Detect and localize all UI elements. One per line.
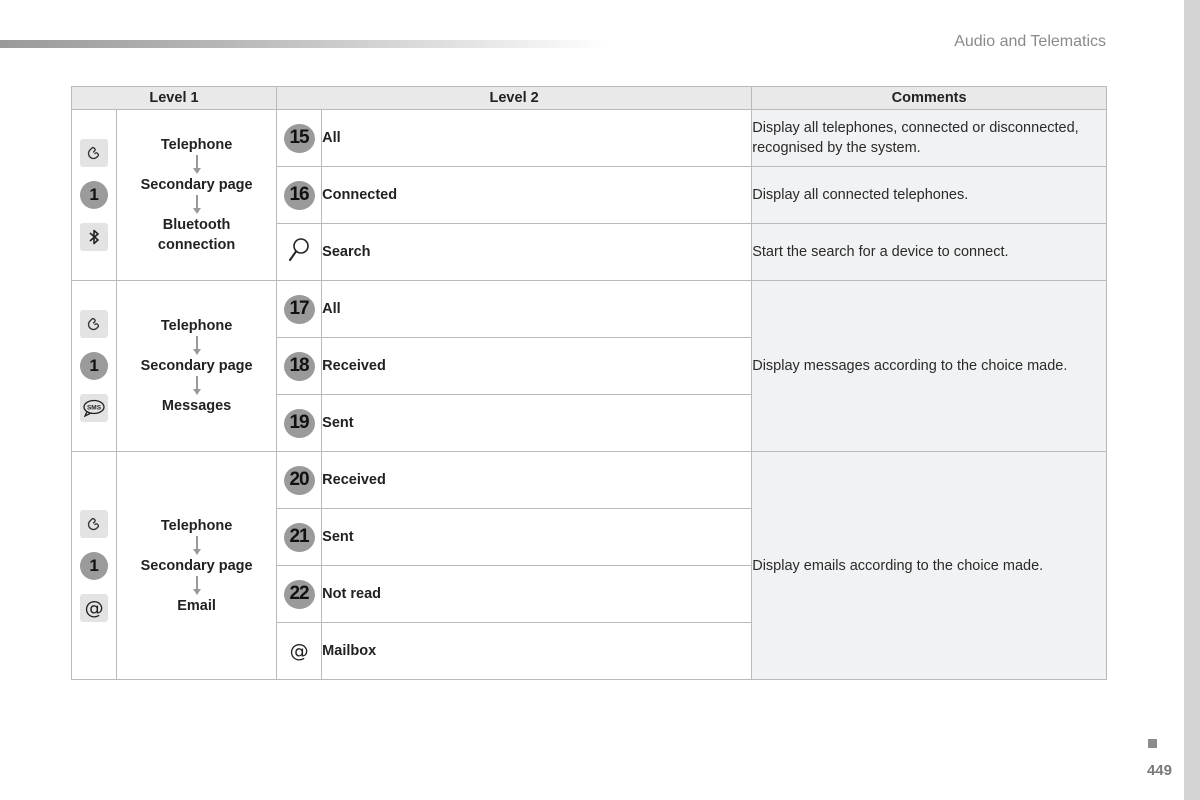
header-gradient-bar (0, 40, 610, 48)
number-badge: 22 (284, 580, 315, 609)
number-badge: 18 (284, 352, 315, 381)
level2-badge-cell (276, 452, 321, 509)
level1-icons (72, 110, 117, 281)
column-header-level2: Level 2 (276, 87, 751, 110)
level2-badge-cell (276, 566, 321, 623)
page-marker (1148, 739, 1157, 748)
sms-icon (80, 394, 108, 422)
arrow-down-icon (191, 336, 203, 356)
phone-icon (80, 510, 108, 538)
level1-number-badge: 1 (80, 552, 108, 580)
level2-badge-cell (276, 338, 321, 395)
comment-cell: Display all connected telephones. (752, 167, 1107, 224)
at-icon: @ (289, 640, 309, 662)
level1-path (117, 110, 277, 281)
level2-badge-cell (276, 623, 321, 680)
phone-icon (80, 310, 108, 338)
arrow-down-icon (191, 195, 203, 215)
level1-step: Telephone (160, 318, 233, 334)
level1-step: Email (177, 597, 216, 614)
comment-cell: Display all telephones, connected or disconnected, recognised by the system. (752, 110, 1107, 167)
page-number: 449 (1146, 762, 1172, 779)
level1-step: Secondary page (140, 557, 253, 574)
table-row (72, 281, 1107, 338)
level1-step: Messages (161, 398, 232, 414)
comment-cell: Display emails according to the choice made. (752, 452, 1107, 680)
comment-cell: Display messages according to the choice made. (752, 281, 1107, 452)
bluetooth-icon (80, 223, 108, 251)
column-header-comments: Comments (752, 87, 1107, 110)
level1-step: Secondary page (140, 358, 253, 374)
level2-badge-cell (276, 281, 321, 338)
arrow-down-icon (191, 576, 203, 596)
number-badge: 20 (284, 466, 315, 495)
level1-icons (72, 452, 117, 680)
level2-label: Received (322, 338, 752, 395)
table-header-row (72, 87, 1107, 110)
search-icon (287, 237, 311, 263)
number-badge: 19 (284, 409, 315, 438)
level1-path (117, 452, 277, 680)
level2-badge-cell (276, 395, 321, 452)
level2-label: Sent (322, 509, 752, 566)
page-edge-bar (1184, 0, 1200, 800)
level2-label: All (322, 110, 752, 167)
table-row (72, 110, 1107, 167)
level2-label: Sent (322, 395, 752, 452)
level2-label: Connected (322, 167, 752, 224)
level2-label: Mailbox (322, 623, 752, 680)
level1-step: Secondary page (140, 177, 253, 193)
level1-number-badge: 1 (80, 352, 108, 380)
number-badge: 17 (284, 295, 315, 324)
level2-badge-cell (276, 167, 321, 224)
level2-badge-cell (276, 509, 321, 566)
number-badge: 15 (284, 124, 315, 153)
arrow-down-icon (191, 155, 203, 175)
column-header-level1: Level 1 (72, 87, 277, 110)
level1-number-badge: 1 (80, 181, 108, 209)
level2-label: Not read (322, 566, 752, 623)
table-row (72, 452, 1107, 509)
level1-step: Telephone (160, 517, 233, 534)
menu-table (71, 86, 1107, 680)
number-badge: 21 (284, 523, 315, 552)
level2-badge-cell (276, 110, 321, 167)
level1-icons (72, 281, 117, 452)
level2-label: All (322, 281, 752, 338)
level1-path (117, 281, 277, 452)
comment-cell: Start the search for a device to connect. (752, 224, 1107, 281)
level2-label: Search (322, 224, 752, 281)
section-title: Audio and Telematics (954, 33, 1106, 50)
at-icon: @ (80, 594, 108, 622)
level1-step: Bluetooth connection (157, 217, 236, 253)
phone-icon (80, 139, 108, 167)
level2-label: Received (322, 452, 752, 509)
number-badge: 16 (284, 181, 315, 210)
level2-badge-cell (276, 224, 321, 281)
arrow-down-icon (191, 536, 203, 556)
level1-step: Telephone (160, 137, 233, 153)
svg-text:SMS: SMS (87, 404, 102, 412)
arrow-down-icon (191, 376, 203, 396)
